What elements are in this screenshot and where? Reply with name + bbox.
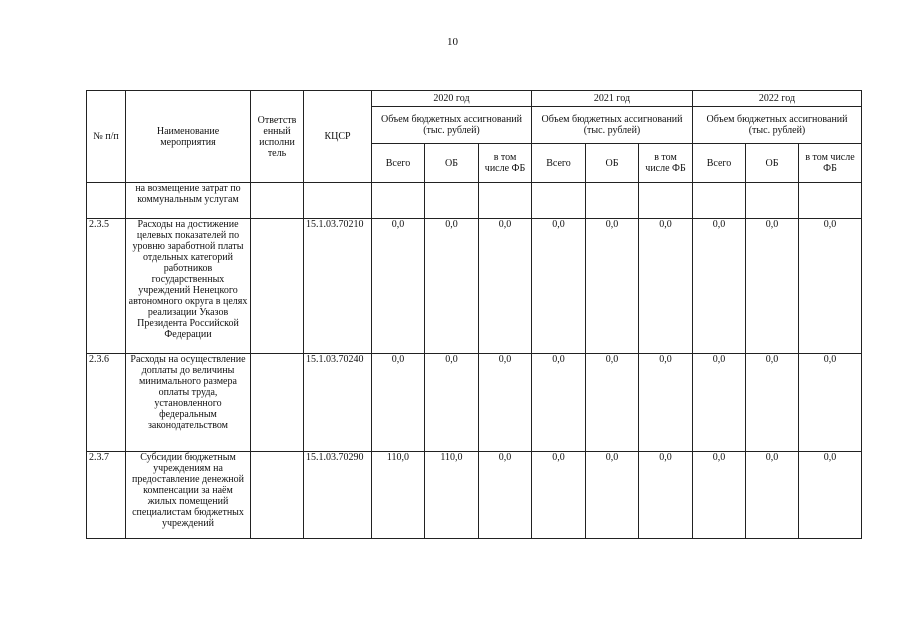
row-num: 2.3.6: [87, 354, 126, 452]
table-row: [87, 452, 862, 539]
row-num: 2.3.7: [87, 452, 126, 539]
header-ob-2021: ОБ: [586, 144, 639, 183]
value-total-2020: [372, 183, 425, 219]
header-total-2022: Всего: [693, 144, 746, 183]
row-name: Расходы на осуществление доплаты до величины минимального размера оплаты труда, установленного федеральным законодательством: [126, 354, 251, 452]
value-total-2021: 0,0: [532, 354, 586, 452]
value-total-2021: 0,0: [532, 219, 586, 354]
value-ob-2020: 0,0: [425, 219, 479, 354]
value-total-2021: [532, 183, 586, 219]
table-body: [87, 183, 862, 539]
row-name: Расходы на достижение целевых показателей по уровню заработной платы отдельных категорий работников государственных учреждений Ненецкого автономного округа в целях реализации Указов Президента Российской Федерации: [126, 219, 251, 354]
header-total-2021: Всего: [532, 144, 586, 183]
value-ob-2022: 0,0: [746, 354, 799, 452]
value-fb-2020: [479, 183, 532, 219]
header-num: № п/п: [87, 91, 126, 183]
value-ob-2020: 0,0: [425, 354, 479, 452]
value-ob-2022: 0,0: [746, 219, 799, 354]
value-fb-2021: 0,0: [639, 452, 693, 539]
page-number: 10: [447, 36, 458, 48]
row-responsible: [251, 219, 304, 354]
header-fb-2021: в том числе ФБ: [639, 144, 693, 183]
row-name: Субсидии бюджетным учреждениям на предоставление денежной компенсации за наём жилых помещений специалистам бюджетных учреждений: [126, 452, 251, 539]
budget-table: [86, 90, 862, 539]
header-year-2022: 2022 год: [693, 91, 862, 107]
value-ob-2021: [586, 183, 639, 219]
value-total-2022: [693, 183, 746, 219]
row-responsible: [251, 452, 304, 539]
row-name: на возмещение затрат по коммунальным услугам: [126, 183, 251, 219]
value-ob-2022: [746, 183, 799, 219]
value-fb-2021: 0,0: [639, 354, 693, 452]
value-ob-2021: 0,0: [586, 354, 639, 452]
header-volume-2021: Объем бюджетных ассигнований (тыс. рублей): [532, 107, 693, 144]
row-responsible: [251, 183, 304, 219]
value-fb-2022: 0,0: [799, 354, 862, 452]
header-ob-2020: ОБ: [425, 144, 479, 183]
table-row: [87, 219, 862, 354]
row-code: 15.1.03.70290: [304, 452, 372, 539]
header-year-2021: 2021 год: [532, 91, 693, 107]
header-name: Наименование мероприятия: [126, 91, 251, 183]
value-fb-2021: [639, 183, 693, 219]
row-code: [304, 183, 372, 219]
value-ob-2021: 0,0: [586, 452, 639, 539]
value-total-2020: 0,0: [372, 354, 425, 452]
header-volume-2022: Объем бюджетных ассигнований (тыс. рублей): [693, 107, 862, 144]
value-fb-2020: 0,0: [479, 219, 532, 354]
value-fb-2022: [799, 183, 862, 219]
value-total-2022: 0,0: [693, 452, 746, 539]
header-fb-2022: в том числе ФБ: [799, 144, 862, 183]
header-total-2020: Всего: [372, 144, 425, 183]
value-ob-2020: [425, 183, 479, 219]
value-total-2022: 0,0: [693, 219, 746, 354]
value-total-2020: 110,0: [372, 452, 425, 539]
value-fb-2020: 0,0: [479, 452, 532, 539]
header-ob-2022: ОБ: [746, 144, 799, 183]
header-code: КЦСР: [304, 91, 372, 183]
table-row: [87, 354, 862, 452]
value-fb-2021: 0,0: [639, 219, 693, 354]
header-year-2020: 2020 год: [372, 91, 532, 107]
value-ob-2020: 110,0: [425, 452, 479, 539]
row-code: 15.1.03.70240: [304, 354, 372, 452]
row-num: [87, 183, 126, 219]
value-ob-2021: 0,0: [586, 219, 639, 354]
header-responsible: Ответств енный исполни тель: [251, 91, 304, 183]
value-fb-2022: 0,0: [799, 452, 862, 539]
value-total-2021: 0,0: [532, 452, 586, 539]
value-total-2020: 0,0: [372, 219, 425, 354]
row-responsible: [251, 354, 304, 452]
value-total-2022: 0,0: [693, 354, 746, 452]
header-fb-2020: в том числе ФБ: [479, 144, 532, 183]
row-num: 2.3.5: [87, 219, 126, 354]
row-code: 15.1.03.70210: [304, 219, 372, 354]
value-fb-2020: 0,0: [479, 354, 532, 452]
table-row: [87, 183, 862, 219]
value-ob-2022: 0,0: [746, 452, 799, 539]
header-volume-2020: Объем бюджетных ассигнований (тыс. рублей): [372, 107, 532, 144]
value-fb-2022: 0,0: [799, 219, 862, 354]
table-header: [87, 91, 862, 183]
